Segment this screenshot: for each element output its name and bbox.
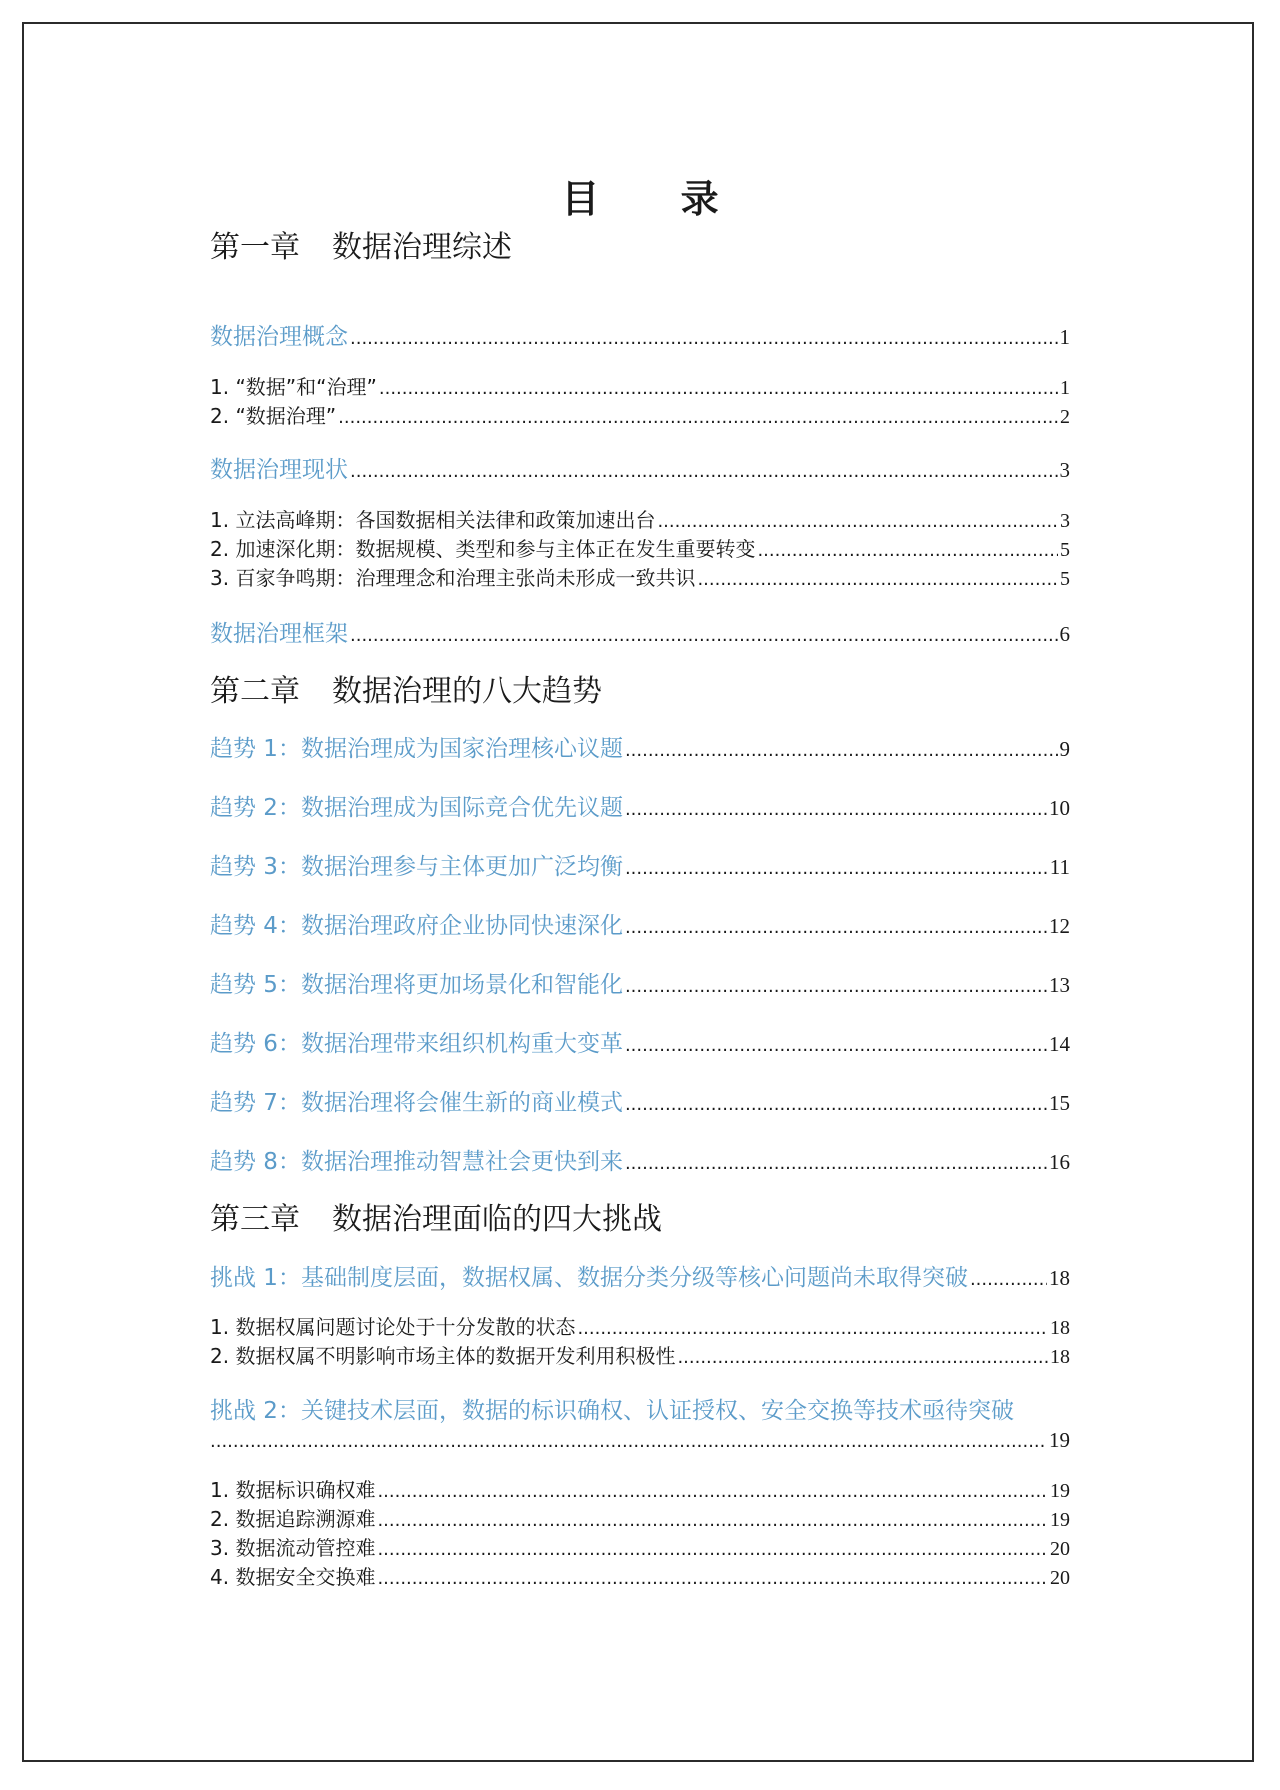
dot-leader xyxy=(625,917,1047,938)
toc-section-link[interactable] xyxy=(210,1025,1070,1058)
toc-entry-label: 3. 百家争鸣期：治理理念和治理主张尚未形成一致共识 xyxy=(210,566,696,590)
toc-item-link[interactable] xyxy=(210,1340,1070,1369)
toc-page-number: 6 xyxy=(1059,622,1070,646)
toc-entry-label: 挑战 1：基础制度层面，数据权属、数据分类分级等核心问题尚未取得突破 xyxy=(210,1265,968,1291)
dot-leader xyxy=(677,1347,1048,1368)
toc-page-number: 1 xyxy=(1059,325,1070,349)
toc-section-link[interactable] xyxy=(210,730,1070,763)
toc-page-number: 13 xyxy=(1049,973,1070,997)
toc-item-link[interactable] xyxy=(210,1474,1070,1503)
toc-item-link[interactable] xyxy=(210,1561,1070,1590)
toc-page-number: 20 xyxy=(1050,1538,1070,1560)
toc-section-link[interactable] xyxy=(210,1084,1070,1117)
page-title: 目 录 xyxy=(561,177,753,221)
toc-entry-label: 数据治理概念 xyxy=(210,324,348,350)
toc-section-link[interactable] xyxy=(210,318,1070,351)
dot-leader xyxy=(577,1318,1048,1339)
chapter-title: 数据治理面临的四大挑战 xyxy=(332,1202,662,1237)
toc-page-number: 20 xyxy=(1050,1567,1070,1589)
toc-item-link[interactable] xyxy=(210,371,1070,400)
toc-page-number: 3 xyxy=(1060,510,1070,532)
toc-page-number: 15 xyxy=(1049,1091,1070,1115)
toc-item-link[interactable] xyxy=(210,1503,1070,1532)
toc-entry-label: 趋势 4：数据治理政府企业协同快速深化 xyxy=(210,913,623,939)
toc-entry-label: 1. 立法高峰期：各国数据相关法律和政策加速出台 xyxy=(210,508,656,532)
toc-entry-label: 4. 数据安全交换难 xyxy=(210,1565,376,1589)
toc-page-number: 2 xyxy=(1060,406,1070,428)
toc-page-number: 19 xyxy=(1050,1509,1070,1531)
dot-leader xyxy=(625,1094,1047,1115)
dot-leader xyxy=(625,1153,1047,1174)
toc-entry-label: 1. “数据”和“治理” xyxy=(210,375,377,399)
toc-section-link[interactable] xyxy=(210,966,1070,999)
chapter-heading xyxy=(210,222,512,266)
toc-section-link[interactable] xyxy=(210,1143,1070,1176)
toc-entry-label: 趋势 2：数据治理成为国际竞合优先议题 xyxy=(210,795,623,821)
dot-leader xyxy=(657,511,1058,532)
toc-item-link[interactable] xyxy=(210,533,1070,562)
toc-item-link[interactable] xyxy=(210,504,1070,533)
toc-page-number: 12 xyxy=(1049,914,1070,938)
toc-entry-label: 趋势 6：数据治理带来组织机构重大变革 xyxy=(210,1031,623,1057)
dot-leader xyxy=(625,976,1047,997)
toc-entry-label: 趋势 7：数据治理将会催生新的商业模式 xyxy=(210,1090,623,1116)
chapter-number: 第三章 xyxy=(210,1202,300,1237)
toc-page-number: 14 xyxy=(1049,1032,1070,1056)
dot-leader xyxy=(377,1539,1048,1560)
toc-entry-label: 趋势 5：数据治理将更加场景化和智能化 xyxy=(210,972,623,998)
toc-entry-label: 趋势 1：数据治理成为国家治理核心议题 xyxy=(210,736,623,762)
dot-leader xyxy=(625,1035,1047,1056)
toc-entry-label: 1. 数据标识确权难 xyxy=(210,1478,376,1502)
dot-leader xyxy=(350,328,1058,349)
dot-leader xyxy=(625,799,1047,820)
chapter-title: 数据治理的八大趋势 xyxy=(332,674,602,709)
toc-entry-label: 2. 数据权属不明影响市场主体的数据开发利用积极性 xyxy=(210,1344,676,1368)
toc-entry-label: 2. “数据治理” xyxy=(210,404,337,428)
toc-section-link[interactable] xyxy=(210,907,1070,940)
dot-leader xyxy=(625,858,1048,879)
toc-item-link[interactable] xyxy=(210,400,1070,429)
chapter-number: 第一章 xyxy=(210,230,300,265)
toc-entry-label: 数据治理现状 xyxy=(210,457,348,483)
dot-leader xyxy=(697,569,1058,590)
toc-entry-label: 2. 数据追踪溯源难 xyxy=(210,1507,376,1531)
dot-leader xyxy=(350,625,1058,646)
toc-page-number: 1 xyxy=(1060,377,1070,399)
dot-leader xyxy=(338,407,1058,428)
dot-leader xyxy=(377,1568,1048,1589)
toc-item-link[interactable] xyxy=(210,1532,1070,1561)
toc-page-number: 19 xyxy=(1049,1428,1070,1452)
chapter-heading xyxy=(210,666,602,710)
toc-page-number: 18 xyxy=(1050,1317,1070,1339)
toc-entry-label: 趋势 3：数据治理参与主体更加广泛均衡 xyxy=(210,854,623,880)
toc-page-number: 11 xyxy=(1049,855,1070,879)
toc-page-number: 18 xyxy=(1050,1346,1070,1368)
dot-leader xyxy=(210,1431,1047,1452)
toc-page-number: 19 xyxy=(1050,1480,1070,1502)
toc-entry-label: 趋势 8：数据治理推动智慧社会更快到来 xyxy=(210,1149,623,1175)
dot-leader xyxy=(377,1481,1048,1502)
dot-leader xyxy=(625,740,1058,761)
chapter-heading xyxy=(210,1194,662,1238)
toc-item-link[interactable] xyxy=(210,1311,1070,1340)
toc-section-link[interactable] xyxy=(210,789,1070,822)
toc-section-link[interactable] xyxy=(210,451,1070,484)
toc-page-number: 5 xyxy=(1060,539,1070,561)
toc-page-number: 18 xyxy=(1049,1266,1070,1290)
toc-page-number: 3 xyxy=(1059,458,1070,482)
toc-section-link[interactable] xyxy=(210,1259,1070,1292)
toc-entry-label: 1. 数据权属问题讨论处于十分发散的状态 xyxy=(210,1315,576,1339)
toc-entry-label: 数据治理框架 xyxy=(210,621,348,647)
chapter-title: 数据治理综述 xyxy=(332,230,512,265)
toc-entry-label: 2. 加速深化期：数据规模、类型和参与主体正在发生重要转变 xyxy=(210,537,756,561)
toc-section-link[interactable] xyxy=(210,848,1070,881)
dot-leader xyxy=(379,378,1058,399)
dot-leader xyxy=(350,461,1058,482)
dot-leader xyxy=(970,1269,1047,1290)
toc-page-number: 9 xyxy=(1059,737,1070,761)
toc-section-link[interactable]: 挑战 2：关键技术层面，数据的标识确权、认证授权、安全交换等技术亟待突破 xyxy=(210,1398,1014,1424)
toc-item-link[interactable] xyxy=(210,562,1070,591)
dot-leader xyxy=(377,1510,1048,1531)
toc-section-link[interactable] xyxy=(210,615,1070,648)
chapter-number: 第二章 xyxy=(210,674,300,709)
toc-section-continuation[interactable] xyxy=(210,1428,1070,1453)
toc-page-number: 16 xyxy=(1049,1150,1070,1174)
toc-page-number: 5 xyxy=(1060,568,1070,590)
dot-leader xyxy=(757,540,1058,561)
toc-entry-label: 3. 数据流动管控难 xyxy=(210,1536,376,1560)
toc-page-number: 10 xyxy=(1049,796,1070,820)
